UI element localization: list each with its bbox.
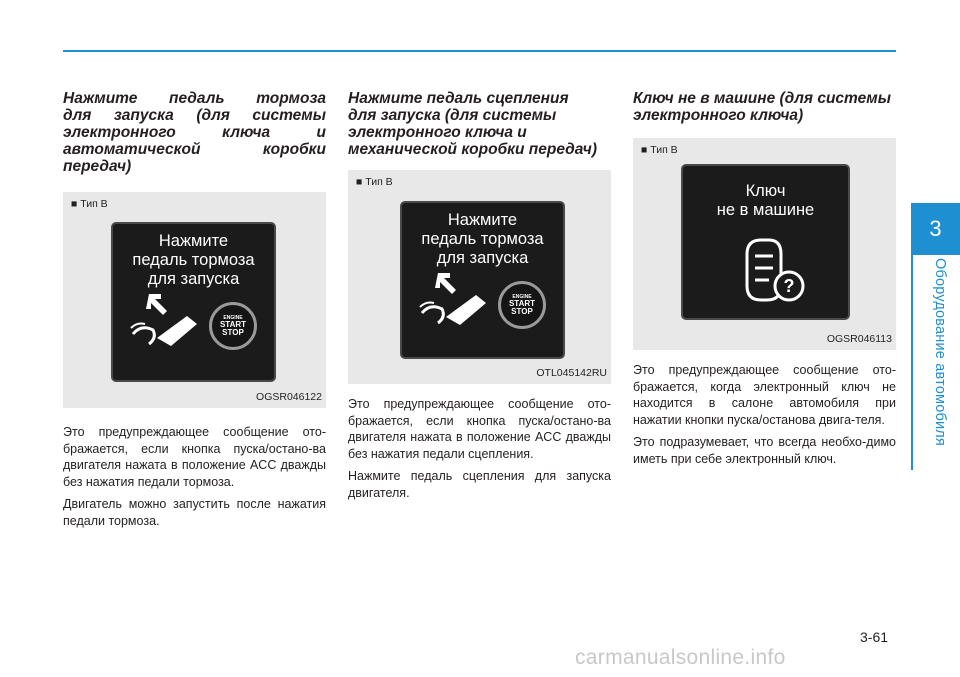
- paragraph: Это подразумевает, что всегда необхо-димо иметь при себе электронный ключ.: [633, 435, 896, 466]
- display-text: [683, 182, 848, 220]
- paragraph: Это предупреждающее сообщение ото-бражается, если кнопка пуска/остано-ва двигателя нажата в положение ACC дважды без нажатия педали тормоза.: [63, 425, 326, 489]
- heading-line: электронного ключа): [633, 107, 804, 124]
- cluster-display: [400, 201, 565, 359]
- display-text: [402, 211, 563, 268]
- figure-type-label: ■ Тип B: [71, 198, 108, 210]
- figure-code: OTL045142RU: [536, 367, 607, 379]
- heading-line: Нажмите педаль сцепления: [348, 90, 569, 107]
- figure-code: OGSR046113: [826, 333, 892, 345]
- cluster-display: [681, 164, 850, 320]
- chapter-tab-line: [911, 255, 913, 470]
- figure-key-message: [633, 138, 896, 350]
- heading-line: для запуска (для системы: [63, 107, 326, 124]
- figure-type-label: ■ Тип B: [641, 144, 678, 156]
- heading-line: механической коробки передач): [348, 141, 597, 158]
- brake-pedal-icon: [127, 290, 205, 350]
- section-key-not-in-vehicle: [633, 90, 896, 473]
- section-clutch-pedal: [348, 90, 611, 507]
- brake-pedal-icon: [416, 269, 494, 329]
- display-line: для запуска: [147, 270, 240, 288]
- cluster-display: [111, 222, 276, 382]
- button-line: ENGINE: [512, 294, 532, 300]
- section-body: [633, 362, 896, 467]
- heading-line: передач): [63, 158, 132, 175]
- svg-text:?: ?: [783, 276, 795, 296]
- chapter-tab: [911, 203, 960, 255]
- section-brake-pedal: [63, 90, 326, 535]
- section-body: [348, 396, 611, 501]
- figure-type-label: ■ Тип B: [356, 176, 393, 188]
- engine-start-stop-icon: [209, 302, 257, 350]
- top-rule: [63, 50, 896, 52]
- paragraph: Это предупреждающее сообщение ото-бражается, когда электронный ключ не находится в салоне автомобиля при нажатии кнопки пуска/останова двига-теля.: [633, 363, 896, 427]
- display-line: для запуска: [436, 249, 529, 267]
- heading-line: для запуска (для системы: [348, 107, 557, 124]
- button-line: STOP: [222, 328, 244, 337]
- button-line: START: [508, 299, 536, 308]
- smart-key-icon: [739, 234, 809, 306]
- heading-line: электронного ключа и: [63, 124, 326, 141]
- button-line: START: [219, 320, 247, 329]
- display-line: педаль тормоза: [132, 251, 255, 269]
- section-body: [63, 424, 326, 529]
- button-line: STOP: [511, 307, 533, 316]
- button-line: ENGINE: [223, 315, 243, 321]
- heading-line: электронного ключа и: [348, 124, 527, 141]
- display-line: не в машине: [716, 201, 815, 219]
- heading-line: Нажмите педаль тормоза: [63, 90, 326, 107]
- paragraph: Нажмите педаль сцепления для запуска двигателя.: [348, 469, 611, 500]
- display-text: [113, 232, 274, 289]
- paragraph: Это предупреждающее сообщение ото-бражается, если кнопка пуска/остано-ва двигателя нажата в положение ACC дважды без нажатия педали сцепления.: [348, 397, 611, 461]
- chapter-title: Оборудование автомобиля: [932, 258, 948, 446]
- chapter-number: 3: [929, 216, 942, 241]
- page-number: 3-61: [860, 629, 889, 645]
- display-line: Нажмите: [158, 232, 229, 250]
- engine-start-stop-icon: [498, 281, 546, 329]
- figure-clutch-message: [348, 170, 611, 384]
- display-line: педаль тормоза: [421, 230, 544, 248]
- heading-line: Ключ не в машине (для системы: [633, 90, 891, 107]
- section-heading: [63, 90, 326, 175]
- watermark: carmanualsonline.info: [575, 646, 786, 669]
- heading-line: автоматической коробки: [63, 141, 326, 158]
- paragraph: Двигатель можно запустить после нажатия педали тормоза.: [63, 497, 326, 528]
- display-line: Нажмите: [447, 211, 518, 229]
- section-heading: [633, 90, 896, 124]
- display-line: Ключ: [745, 182, 786, 200]
- figure-code: OGSR046122: [256, 391, 322, 403]
- figure-brake-message: [63, 192, 326, 408]
- section-heading: [348, 90, 611, 158]
